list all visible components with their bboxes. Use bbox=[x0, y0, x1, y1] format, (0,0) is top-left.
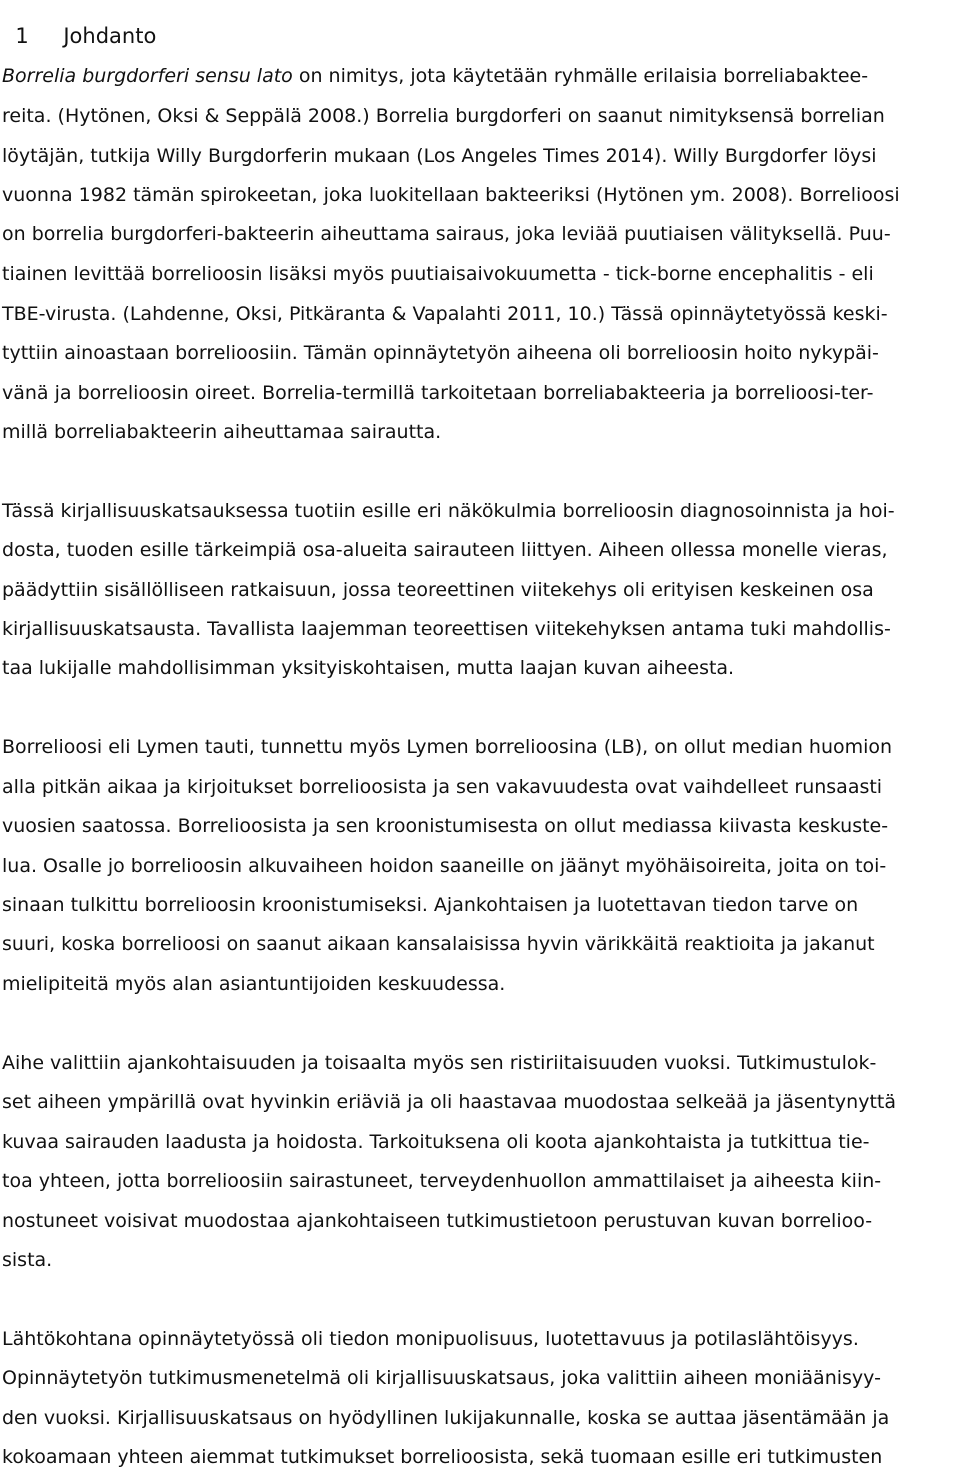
text-line: toa yhteen, jotta borrelioosiin sairastuneet, terveydenhuollon ammattilaiset ja aiheesta kiin- bbox=[2, 1170, 882, 1192]
text-line: TBE-virusta. (Lahdenne, Oksi, Pitkäranta & Vapalahti 2011, 10.) Tässä opinnäytetyössä keski- bbox=[2, 303, 888, 325]
text-line: vänä ja borrelioosin oireet. Borrelia-termillä tarkoitetaan borreliabakteeria ja borrelioosi-ter- bbox=[2, 382, 874, 404]
text-line: millä borreliabakteerin aiheuttamaa sairautta. bbox=[2, 421, 442, 443]
text-line: sista. bbox=[2, 1249, 53, 1271]
text-line: reita. (Hytönen, Oksi & Seppälä 2008.) Borrelia burgdorferi on saanut nimityksensä borrelian bbox=[2, 105, 885, 127]
text-line: vuonna 1982 tämän spirokeetan, joka luokitellaan bakteeriksi (Hytönen ym. 2008). Borrelioosi bbox=[2, 184, 900, 206]
text-line: Opinnäytetyön tutkimusmenetelmä oli kirjallisuuskatsaus, joka valittiin aiheen moniäänisyy- bbox=[2, 1367, 881, 1389]
text-line: suuri, koska borrelioosi on saanut aikaan kansalaisissa hyvin värikkäitä reaktioita ja jakanut bbox=[2, 933, 875, 955]
text-line: kokoamaan yhteen aiemmat tutkimukset borrelioosista, sekä tuomaan esille eri tutkimusten bbox=[2, 1446, 883, 1468]
text-line: Borrelioosi eli Lymen tauti, tunnettu myös Lymen borrelioosina (LB), on ollut median huomion bbox=[2, 736, 893, 758]
text-line: nostuneet voisivat muodostaa ajankohtaiseen tutkimustietoon perustuvan kuvan borrelioo- bbox=[2, 1210, 873, 1232]
text-line: kuvaa sairauden laadusta ja hoidosta. Tarkoituksena oli koota ajankohtaista ja tutkittua tie- bbox=[2, 1131, 870, 1153]
text-line: lua. Osalle jo borrelioosin alkuvaiheen hoidon saaneille on jäänyt myöhäisoireita, joita on toi- bbox=[2, 855, 887, 877]
text-line: sinaan tulkittu borrelioosin kroonistumiseksi. Ajankohtaisen ja luotettavan tiedon tarve on bbox=[2, 894, 859, 916]
italic-term: Borrelia burgdorferi sensu lato bbox=[2, 65, 293, 87]
text-line: vuosien saatossa. Borrelioosista ja sen kroonistumisesta on ollut mediassa kiivasta keskuste- bbox=[2, 815, 889, 837]
text-line: Aihe valittiin ajankohtaisuuden ja toisaalta myös sen ristiriitaisuuden vuoksi. Tutkimustulok- bbox=[2, 1052, 877, 1074]
text-line: löytäjän, tutkija Willy Burgdorferin mukaan (Los Angeles Times 2014). Willy Burgdorfer löysi bbox=[2, 145, 877, 167]
section-heading bbox=[2, 0, 156, 48]
text-line: mielipiteitä myös alan asiantuntijoiden keskuudessa. bbox=[2, 973, 506, 995]
text-line: tyttiin ainoastaan borrelioosiin. Tämän opinnäytetyön aiheena oli borrelioosin hoito nykypäi- bbox=[2, 342, 879, 364]
text-line: set aiheen ympärillä ovat hyvinkin eriäviä ja oli haastavaa muodostaa selkeää ja jäsentynyttä bbox=[2, 1091, 896, 1113]
text-line: den vuoksi. Kirjallisuuskatsaus on hyödyllinen lukijakunnalle, koska se auttaa jäsentämään ja bbox=[2, 1407, 890, 1429]
text-line: Borrelia burgdorferi sensu lato on nimitys, jota käytetään ryhmälle erilaisia borreliabaktee- bbox=[2, 65, 869, 87]
text-line: kirjallisuuskatsausta. Tavallista laajemman teoreettisen viitekehyksen antama tuki mahdollis- bbox=[2, 618, 891, 640]
text-line: alla pitkän aikaa ja kirjoitukset borrelioosista ja sen vakavuudesta ovat vaihdelleet runsaasti bbox=[2, 776, 883, 798]
text-line: taa lukijalle mahdollisimman yksityiskohtaisen, mutta laajan kuvan aiheesta. bbox=[2, 657, 735, 679]
text-line: tiainen levittää borrelioosin lisäksi myös puutiaisaivokuumetta - tick-borne encephalitis - eli bbox=[2, 263, 874, 285]
section-number: 1 bbox=[15, 24, 29, 48]
text-line: päädyttiin sisällölliseen ratkaisuun, jossa teoreettinen viitekehys oli erityisen keskeinen osa bbox=[2, 579, 874, 601]
text-line: on borrelia burgdorferi-bakteerin aiheuttama sairaus, joka leviää puutiaisen välityksellä. Puu- bbox=[2, 223, 891, 245]
section-title: Johdanto bbox=[63, 24, 157, 48]
text-line: Tässä kirjallisuuskatsauksessa tuotiin esille eri näkökulmia borrelioosin diagnosoinnista ja hoi- bbox=[2, 500, 895, 522]
text-line: dosta, tuoden esille tärkeimpiä osa-alueita sairauteen liittyen. Aiheen ollessa monelle vieras, bbox=[2, 539, 888, 561]
text-line: Lähtökohtana opinnäytetyössä oli tiedon monipuolisuus, luotettavuus ja potilaslähtöisyys. bbox=[2, 1328, 859, 1350]
